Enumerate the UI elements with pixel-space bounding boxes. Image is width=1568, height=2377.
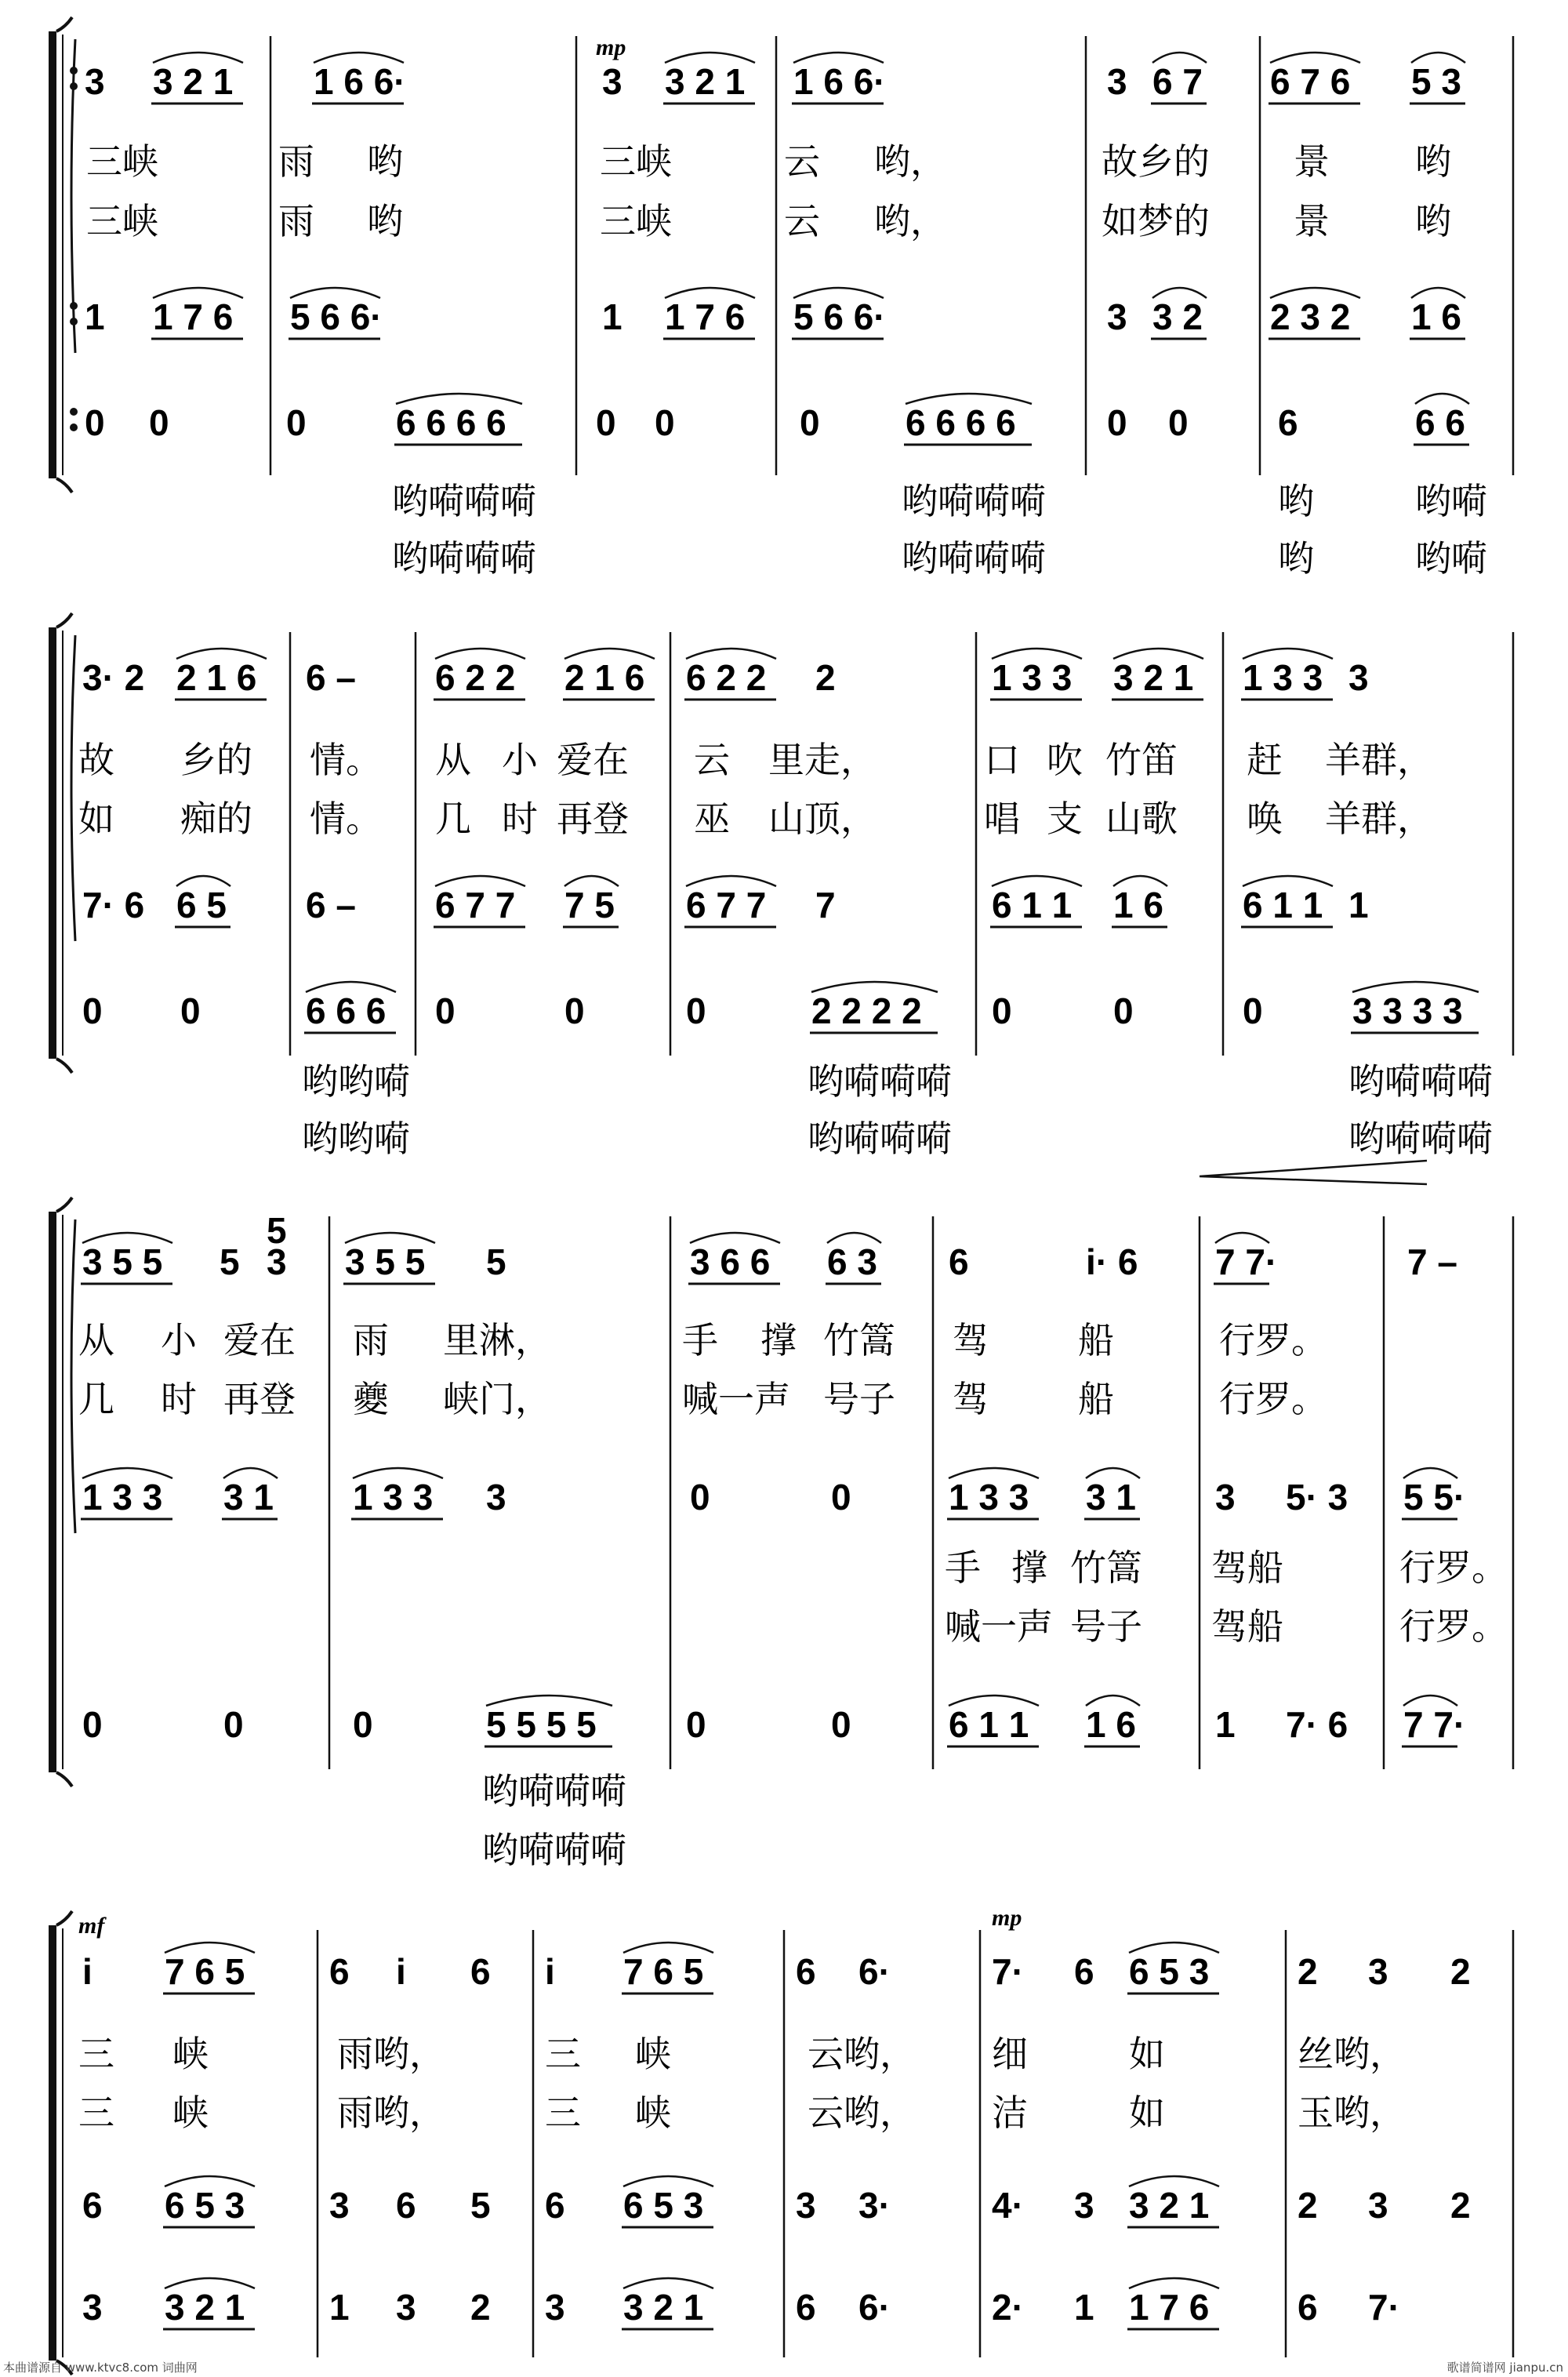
lyric-text: 细	[992, 2033, 1028, 2075]
note-group: 6 1 1	[992, 885, 1073, 925]
note-group: 6	[82, 2185, 103, 2226]
lyric-text: 支	[1047, 798, 1083, 840]
note-group: 3 1	[223, 1477, 274, 1517]
note-group: 6	[1074, 1951, 1094, 1992]
note-group: 6 7 7	[435, 885, 516, 925]
lyric-text: 船	[1078, 1378, 1114, 1420]
lyric-text: 竹笛	[1105, 739, 1178, 781]
lyric-text: 云	[784, 140, 820, 183]
note-group: 0	[686, 990, 706, 1031]
repeat-dot	[70, 302, 78, 310]
note-group: 6 5 3	[623, 2185, 704, 2226]
vocable-lyric: 哟哟嗬	[302, 1060, 410, 1103]
vocable-lyric: 哟嗬嗬嗬	[808, 1060, 952, 1103]
bracket-top-hook	[56, 613, 72, 627]
lyric-text: 行罗。	[1219, 1319, 1327, 1361]
repeat-dot	[70, 82, 78, 90]
grace-note: 5	[267, 1210, 287, 1251]
note-group: 6 6 6	[306, 990, 387, 1031]
note-group: 1	[85, 296, 105, 337]
lyric-text: 撑	[1011, 1547, 1047, 1589]
lyric-text: 手	[945, 1547, 981, 1589]
crescendo-hairpin	[1200, 1161, 1427, 1184]
bracket-top-hook	[56, 1911, 72, 1925]
repeat-dot	[70, 408, 78, 416]
note-group: 7 7·	[1403, 1704, 1466, 1745]
lyric-text: 船	[1078, 1319, 1114, 1361]
note-group: 1 7 6	[153, 296, 234, 337]
lyric-text: 故乡的	[1102, 140, 1210, 183]
repeat-dot	[70, 67, 78, 75]
note-group: 5	[470, 2185, 491, 2226]
lyric-text: 景	[1294, 140, 1330, 183]
system-bracket	[49, 627, 56, 1059]
note-group: 7 7·	[1215, 1241, 1278, 1282]
note-group: 0	[435, 990, 456, 1031]
lyric-text: 时	[161, 1378, 197, 1420]
note-group: 6·	[858, 2287, 891, 2328]
bracket-bottom-hook	[56, 1059, 72, 1073]
lyric-text: 峡	[635, 2033, 671, 2075]
lyric-text: 爱在	[223, 1319, 296, 1361]
bracket-top-hook	[56, 1198, 72, 1212]
note-group: 1 3 3	[82, 1477, 163, 1517]
note-group: 1 3 3	[992, 657, 1073, 698]
lyric-text: 羊群，	[1325, 739, 1433, 781]
bracket-bottom-hook	[56, 1772, 72, 1786]
dynamic-mark: mp	[992, 1905, 1022, 1931]
note-group: 5 5·	[1403, 1477, 1466, 1517]
vocable-lyric: 哟嗬嗬嗬	[482, 1829, 626, 1871]
note-group: 6	[470, 1951, 491, 1992]
note-group: 1 6	[1411, 296, 1461, 337]
lyric-text: 几	[78, 1378, 114, 1420]
note-group: 7·	[992, 1951, 1024, 1992]
note-group: 3	[1074, 2185, 1094, 2226]
note-group: 0	[1113, 990, 1134, 1031]
note-group: 5 6 6·	[793, 296, 886, 337]
note-group: 6 –	[306, 885, 356, 925]
note-group: 0	[596, 402, 616, 443]
lyric-text: 撑	[760, 1319, 797, 1361]
note-group: 6	[796, 2287, 816, 2328]
note-group: 2	[470, 2287, 491, 2328]
note-group: 0	[85, 402, 105, 443]
voice-brace	[71, 1219, 75, 1533]
lyric-text: 云	[784, 200, 820, 242]
note-group: 3	[396, 2287, 416, 2328]
lyric-text: 乡的	[180, 739, 252, 781]
lyric-text: 雨	[278, 140, 314, 183]
lyric-text: 唱	[984, 798, 1020, 840]
lyric-text: 驾	[953, 1378, 989, 1420]
lyric-text: 云	[694, 739, 730, 781]
lyric-text: 三	[545, 2033, 581, 2075]
lyric-text: 峡	[172, 2092, 209, 2134]
lyric-text: 云哟，	[808, 2092, 916, 2134]
note-group: 1	[1215, 1704, 1236, 1745]
note-group: 5	[486, 1241, 506, 1282]
note-group: 1 6 6·	[314, 61, 406, 102]
note-group: 1	[1074, 2287, 1094, 2328]
note-group: 6 –	[306, 657, 356, 698]
note-group: 6 3	[827, 1241, 877, 1282]
note-group: 0	[655, 402, 675, 443]
note-group: 6 6	[1415, 402, 1465, 443]
lyric-text: 哟，	[874, 200, 946, 242]
lyric-text: 从	[78, 1319, 114, 1361]
lyric-text: 从	[435, 739, 471, 781]
lyric-text: 山顶，	[768, 798, 877, 840]
lyric-text: 故	[78, 739, 114, 781]
lyric-text: 哟	[1415, 140, 1451, 183]
note-group: 6	[949, 1241, 969, 1282]
lyric-text: 驾船	[1211, 1547, 1283, 1589]
note-group: 3· 2	[82, 657, 145, 698]
note-group: 6 5 3	[1129, 1951, 1210, 1992]
note-group: 3	[85, 61, 105, 102]
lyric-text: 痴的	[180, 798, 252, 840]
note-group: 3	[545, 2287, 565, 2328]
lyric-text: 丝哟，	[1298, 2033, 1406, 2075]
note-group: 2·	[992, 2287, 1024, 2328]
lyric-text: 里走，	[768, 739, 877, 781]
lyric-text: 三峡	[86, 200, 158, 242]
note-group: i	[545, 1951, 555, 1992]
note-group: 1	[1348, 885, 1369, 925]
lyric-text: 竹篙	[823, 1319, 895, 1361]
lyric-text: 三峡	[86, 140, 158, 183]
note-group: i· 6	[1086, 1241, 1138, 1282]
lyric-text: 再登	[223, 1378, 296, 1420]
note-group: 6	[796, 1951, 816, 1992]
note-group: 3 3 3 3	[1352, 990, 1463, 1031]
note-group: 3 2 1	[1129, 2185, 1210, 2226]
lyric-text: 驾	[953, 1319, 989, 1361]
note-group: 7·	[1368, 2287, 1400, 2328]
lyric-text: 三	[545, 2092, 581, 2134]
note-group: 7 6 5	[165, 1951, 245, 1992]
lyric-text: 行罗。	[1219, 1378, 1327, 1420]
lyric-text: 峡	[635, 2092, 671, 2134]
lyric-text: 山歌	[1105, 798, 1178, 840]
lyric-text: 哟	[367, 200, 403, 242]
note-group: i	[82, 1951, 93, 1992]
note-group: 3 2 1	[165, 2287, 245, 2328]
vocable-lyric: 哟嗬嗬嗬	[392, 480, 536, 522]
lyric-text: 三	[78, 2033, 114, 2075]
lyric-text: 雨	[278, 200, 314, 242]
note-group: 3 2 1	[153, 61, 234, 102]
note-group: 6	[1278, 402, 1298, 443]
lyric-text: 行罗。	[1399, 1605, 1508, 1648]
note-group: 0	[800, 402, 820, 443]
note-group: 3	[1368, 1951, 1388, 1992]
footer-left-watermark: 本曲谱源自 www.ktvc8.com 词曲网	[3, 2361, 198, 2375]
note-group: 0	[1107, 402, 1127, 443]
repeat-dot	[70, 423, 78, 431]
lyric-text: 景	[1294, 200, 1330, 242]
lyric-text: 赶	[1247, 739, 1283, 781]
note-group: 7	[815, 885, 836, 925]
lyric-text: 云哟，	[808, 2033, 916, 2075]
note-group: 2 3 2	[1270, 296, 1351, 337]
lyric-text: 如	[78, 798, 114, 840]
lyric-text: 吹	[1047, 739, 1083, 781]
note-group: 3	[82, 2287, 103, 2328]
note-group: 2	[815, 657, 836, 698]
note-group: 1 7 6	[665, 296, 746, 337]
note-group: 5· 3	[1286, 1477, 1348, 1517]
lyric-text: 巫	[694, 798, 730, 840]
note-group: 6 5 3	[165, 2185, 245, 2226]
vocable-lyric: 哟嗬嗬嗬	[808, 1118, 952, 1160]
note-group: 7 –	[1407, 1241, 1457, 1282]
note-group: 0	[564, 990, 585, 1031]
note-group: 1 3 3	[1243, 657, 1323, 698]
note-group: 0	[831, 1477, 851, 1517]
lyric-text: 夔	[353, 1378, 389, 1420]
note-group: 6	[545, 2185, 565, 2226]
note-group: 3	[796, 2185, 816, 2226]
lyric-text: 雨哟，	[337, 2033, 445, 2075]
note-group: 6 7 7	[686, 885, 767, 925]
note-group: 2	[1450, 2185, 1471, 2226]
note-group: 0	[353, 1704, 373, 1745]
note-group: 6 7 6	[1270, 61, 1351, 102]
note-group: 0	[149, 402, 169, 443]
note-group: 2 2 2 2	[811, 990, 922, 1031]
note-group: 6 6 6 6	[396, 402, 506, 443]
note-group: 6 7	[1152, 61, 1203, 102]
lyric-text: 如	[1129, 2092, 1165, 2134]
bracket-top-hook	[56, 17, 72, 31]
lyric-text: 爱在	[557, 739, 629, 781]
lyric-text: 雨	[353, 1319, 389, 1361]
lyric-text: 洁	[992, 2092, 1028, 2134]
note-group: 3 6 6	[690, 1241, 771, 1282]
note-group: 5 5 5 5	[486, 1704, 597, 1745]
note-group: 2	[1450, 1951, 1471, 1992]
note-group: 6	[1298, 2287, 1318, 2328]
note-group: 3	[329, 2185, 350, 2226]
lyric-text: 竹篙	[1070, 1547, 1142, 1589]
note-group: 6	[396, 2185, 416, 2226]
lyric-text: 手	[682, 1319, 718, 1361]
note-group: 0	[180, 990, 201, 1031]
note-group: 6 2 2	[435, 657, 516, 698]
bracket-bottom-hook	[56, 478, 72, 492]
note-group: 6·	[858, 1951, 891, 1992]
repeat-dot	[70, 318, 78, 325]
system-bracket	[49, 1925, 56, 2361]
note-group: 2	[1298, 2185, 1318, 2226]
voice-brace	[71, 635, 75, 941]
lyric-text: 三峡	[600, 140, 672, 183]
vocable-lyric: 哟嗬嗬嗬	[482, 1770, 626, 1812]
note-group: 6	[329, 1951, 350, 1992]
note-group: 5 6 6·	[290, 296, 383, 337]
note-group: 1 3 3	[949, 1477, 1029, 1517]
note-group: 3 5 5	[82, 1241, 163, 1282]
lyric-text: 再登	[557, 798, 629, 840]
lyric-text: 如梦的	[1102, 200, 1210, 242]
note-group: 0	[286, 402, 307, 443]
note-group: 1	[329, 2287, 350, 2328]
note-group: 0	[831, 1704, 851, 1745]
note-group: 6 6 6 6	[906, 402, 1016, 443]
lyric-text: 号子	[1070, 1605, 1142, 1648]
note-group: 2 1 6	[564, 657, 645, 698]
note-group: 0	[690, 1477, 710, 1517]
note-group: 7· 6	[82, 885, 145, 925]
note-group: 0	[1168, 402, 1189, 443]
lyric-text: 羊群，	[1325, 798, 1433, 840]
lyric-text: 峡	[172, 2033, 209, 2075]
system-bracket	[49, 1212, 56, 1772]
lyric-text: 如	[1129, 2033, 1165, 2075]
note-group: 3 1	[1086, 1477, 1136, 1517]
note-group: 1 7 6	[1129, 2287, 1210, 2328]
vocable-lyric: 哟嗬嗬嗬	[902, 480, 1046, 522]
note-group: 6 5	[176, 885, 227, 925]
lyric-text: 情。	[310, 739, 382, 781]
note-group: 3	[1215, 1477, 1236, 1517]
note-group: 3	[267, 1241, 287, 1282]
vocable-lyric: 哟嗬嗬嗬	[392, 537, 536, 580]
note-group: 0	[1243, 990, 1263, 1031]
lyric-text: 雨哟，	[337, 2092, 445, 2134]
vocable-lyric: 哟哟嗬	[302, 1118, 410, 1160]
note-group: 3	[1348, 657, 1369, 698]
lyric-text: 时	[502, 798, 538, 840]
lyric-text: 口	[984, 739, 1020, 781]
note-group: 7· 6	[1286, 1704, 1348, 1745]
vocable-lyric: 哟	[1278, 480, 1314, 522]
lyric-text: 三峡	[600, 200, 672, 242]
note-group: 1 6 6·	[793, 61, 886, 102]
note-group: 3 2 1	[623, 2287, 704, 2328]
note-group: 3	[1107, 61, 1127, 102]
lyric-text: 喊一声	[682, 1378, 790, 1420]
note-group: i	[396, 1951, 406, 1992]
note-group: 3 2	[1152, 296, 1203, 337]
note-group: 3 2 1	[1113, 657, 1194, 698]
lyric-text: 驾船	[1211, 1605, 1283, 1648]
note-group: 3	[1368, 2185, 1388, 2226]
lyric-text: 唤	[1247, 798, 1283, 840]
note-group: 3	[486, 1477, 506, 1517]
lyric-text: 哟，	[874, 140, 946, 183]
lyric-text: 小	[502, 739, 538, 781]
vocable-lyric: 哟嗬	[1415, 537, 1487, 580]
lyric-text: 哟	[1415, 200, 1451, 242]
lyric-text: 峡门，	[443, 1378, 551, 1420]
vocable-lyric: 哟嗬嗬嗬	[902, 537, 1046, 580]
note-group: 0	[686, 1704, 706, 1745]
note-group: 3 5 5	[345, 1241, 426, 1282]
note-group: 6 2 2	[686, 657, 767, 698]
note-group: 7 5	[564, 885, 615, 925]
note-group: 3	[602, 61, 622, 102]
system-bracket	[49, 31, 56, 478]
lyric-text: 小	[161, 1319, 197, 1361]
lyric-text: 号子	[823, 1378, 895, 1420]
note-group: 4·	[992, 2185, 1024, 2226]
vocable-lyric: 哟嗬嗬嗬	[1348, 1118, 1493, 1160]
lyric-text: 三	[78, 2092, 114, 2134]
note-group: 3 2 1	[665, 61, 746, 102]
lyric-text: 行罗。	[1399, 1547, 1508, 1589]
lyric-text: 里淋，	[443, 1319, 551, 1361]
note-group: 1 6	[1113, 885, 1163, 925]
note-group: 1 6	[1086, 1704, 1136, 1745]
lyric-text: 喊一声	[945, 1605, 1053, 1648]
lyric-text: 哟	[367, 140, 403, 183]
lyric-text: 玉哟，	[1298, 2092, 1406, 2134]
note-group: 3·	[858, 2185, 891, 2226]
dynamic-mark: mp	[596, 35, 626, 60]
note-group: 0	[992, 990, 1012, 1031]
vocable-lyric: 哟	[1278, 537, 1314, 580]
vocable-lyric: 哟嗬	[1415, 480, 1487, 522]
dynamic-mark: mf	[78, 1913, 105, 1939]
note-group: 0	[223, 1704, 244, 1745]
note-group: 0	[82, 1704, 103, 1745]
note-group: 6 1 1	[1243, 885, 1323, 925]
footer-right-watermark: 歌谱简谱网 jianpu.cn	[1446, 2361, 1563, 2375]
note-group: 2 1 6	[176, 657, 257, 698]
lyric-text: 几	[435, 798, 471, 840]
note-group: 0	[82, 990, 103, 1031]
note-group: 6 1 1	[949, 1704, 1029, 1745]
note-group: 1	[602, 296, 622, 337]
note-group: 5	[220, 1241, 240, 1282]
note-group: 3	[1107, 296, 1127, 337]
lyric-text: 情。	[310, 798, 382, 840]
note-group: 5 3	[1411, 61, 1461, 102]
note-group: 2	[1298, 1951, 1318, 1992]
note-group: 1 3 3	[353, 1477, 434, 1517]
note-group: 7 6 5	[623, 1951, 704, 1992]
vocable-lyric: 哟嗬嗬嗬	[1348, 1060, 1493, 1103]
